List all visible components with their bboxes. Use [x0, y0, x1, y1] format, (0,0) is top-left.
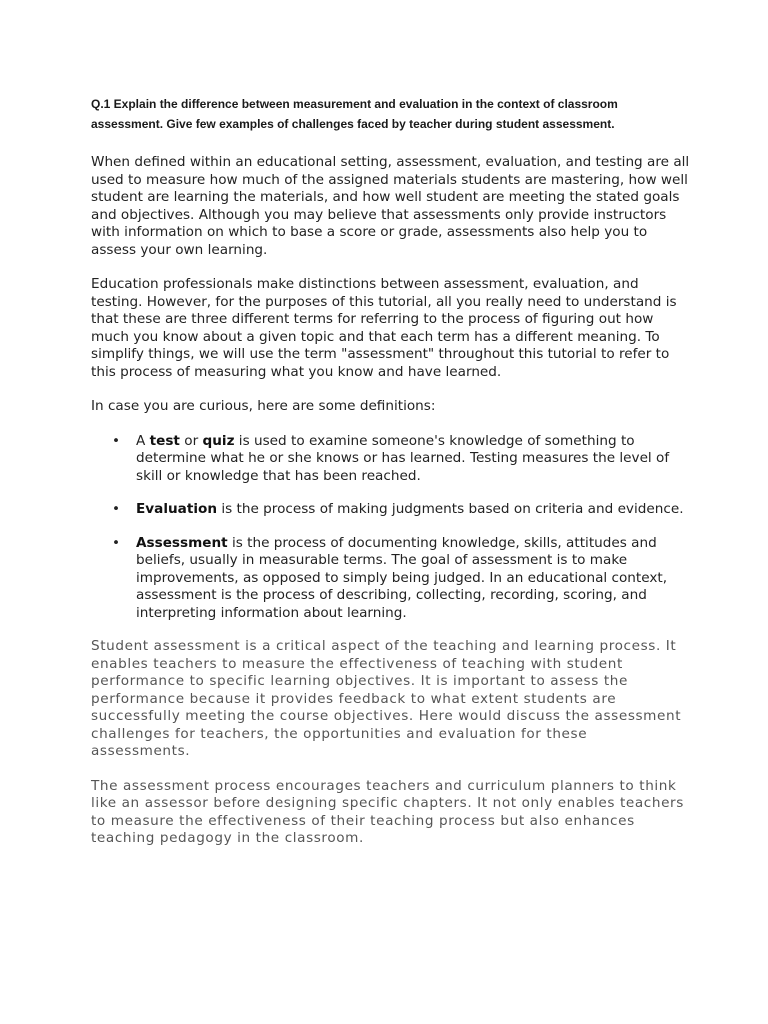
- definition-text: is the process of documenting knowledge, skills, attitudes and beliefs, usually in measurable terms. The goal of assessment is to make improvements, as opposed to simply being judged. In an educational context, assessment is the process of describing, collecting, recording, scoring, and interpreting information about learning.: [136, 534, 668, 621]
- definition-term: Evaluation: [136, 501, 218, 517]
- bullet-icon: •: [112, 432, 121, 449]
- paragraph-distinctions: Education professionals make distinctions between assessment, evaluation, and testing. However, for the purposes of this tutorial, all you really need to understand is that these are three different terms for referring to the process of figuring out how much you know about a given topic and that each term has a different meaning. To simplify things, we will use the term "assessment" throughout this tutorial to refer to this process of measuring what you know and have learned.: [91, 276, 677, 380]
- paragraph-intro: When defined within an educational setting, assessment, evaluation, and testing are all used to measure how much of the assigned materials students are mastering, how well student are learning the materials, and how well student are meeting the stated goals and objectives. Although you may believe that assessments only provide instructors with information on which to base a score or grade, assessments also help you to assess your own learning.: [91, 154, 690, 258]
- definition-term-2: quiz: [202, 432, 235, 449]
- paragraph-student-assessment: Student assessment is a critical aspect of the teaching and learning process. It enables teachers to measure the effectiveness of teaching with student performance to specific learning objectives. It is important to assess the performance because it provides feedback to what extent students are successfully meeting the course objectives. Here would discuss the assessment challenges for teachers, the opportunities and evaluation for these assessments.: [91, 638, 682, 759]
- definition-term: Assessment: [136, 534, 228, 551]
- definition-term: test: [149, 432, 180, 449]
- question-heading: Q.1 Explain the difference between measurement and evaluation in the context of classroom assessment. Give few examples of challenges faced by teacher during student assessment.: [91, 97, 618, 131]
- list-item-test: [112, 432, 691, 486]
- bullet-icon: •: [112, 501, 121, 517]
- list-item-assessment: [112, 534, 691, 623]
- definitions-list: [91, 433, 691, 623]
- definition-text: is the process of making judgments based on criteria and evidence.: [217, 501, 684, 517]
- definition-prefix: A: [136, 432, 150, 449]
- list-item-evaluation: [112, 501, 691, 519]
- bullet-icon: •: [112, 534, 121, 551]
- paragraph-definitions-lead: In case you are curious, here are some definitions:: [91, 398, 436, 414]
- definition-middle: or: [179, 432, 203, 449]
- document-page: [91, 94, 691, 865]
- paragraph-assessment-process: The assessment process encourages teachers and curriculum planners to think like an assessor before designing specific chapters. It not only enables teachers to measure the effectiveness of their teaching process but also enhances teaching pedagogy in the classroom.: [91, 777, 684, 846]
- definition-text: is used to examine someone's knowledge of something to determine what he or she knows or has learned. Testing measures the level of skill or knowledge that has been reached.: [136, 432, 670, 484]
